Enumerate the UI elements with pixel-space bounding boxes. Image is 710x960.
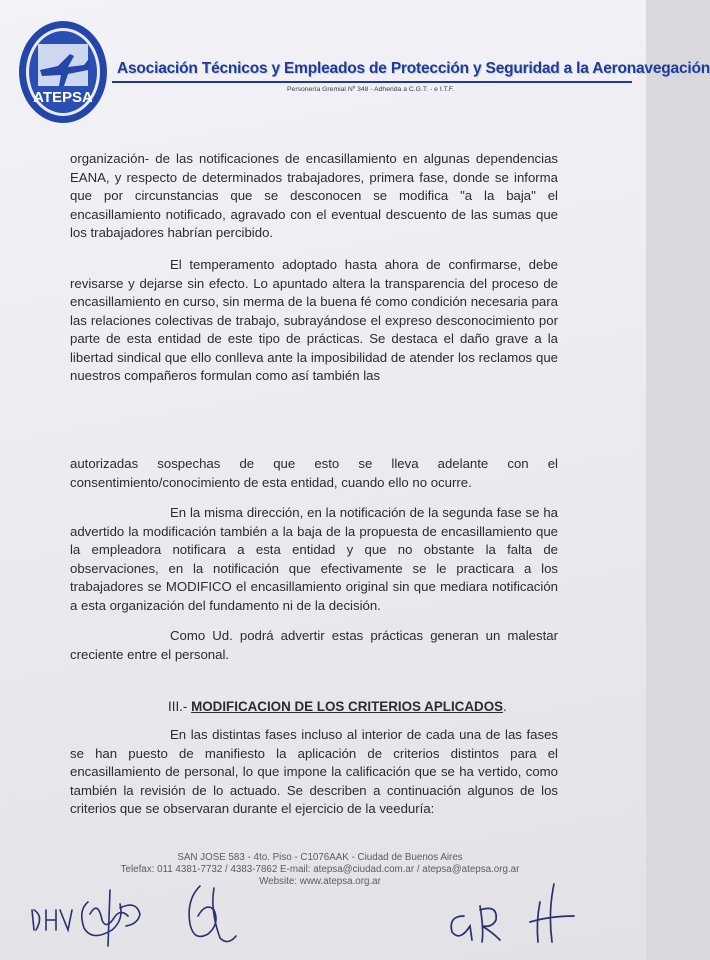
signature-3 <box>440 876 590 950</box>
header-rule <box>112 81 632 83</box>
section-number: III.- <box>168 699 188 714</box>
section-punct: . <box>503 699 507 714</box>
footer-contact: Telefax: 011 4381-7732 / 4383-7862 E-mail: atepsa@ciudad.com.ar / atepsa@atepsa.org.ar <box>120 864 520 875</box>
paragraph-2: El temperamento adoptado hasta ahora de confirmarse, debe revisarse y dejarse sin efecto. Lo apuntado altera la transparencia del proceso de encasillamiento en curso, sin merma de la buena fé como condición necesaria para las relaciones colectivas de trabajo, subrayándose el expreso desconocimiento por parte de esta entidad de este tipo de prácticas. Se destaca el daño grave a la libertad sindical que ello conlleva ante la imposibilidad de atender los reclamos que nuestros compañeros formulan como así también las <box>70 257 558 383</box>
paragraph-5: Como Ud. podrá advertir estas prácticas generan un malestar creciente entre el personal. <box>70 628 558 662</box>
atepsa-logo <box>18 20 108 124</box>
paragraph-6: En las distintas fases incluso al interior de cada una de las fases se han puesto de manifiesto la aplicación de criterios distintos para el encasillamiento de personal, lo que impone la calificación que se ha vertido, como también la revisión de lo actuado. Se describen a continuación algunos de los criterios que se observaran durante el ejercicio de la veeduría: <box>70 727 558 816</box>
paragraph-1: organización- de las notificaciones de encasillamiento en algunas dependencias EANA, y respecto de determinados trabajadores, primera fase, donde se informa que por circunstancias que se desconocen se modifica "a la baja" el encasillamiento notificado, agravado con el eventual descuento de las sumas que los trabajadores habrían percibido. <box>70 151 558 240</box>
paragraph-4: En la misma dirección, en la notificación de la segunda fase se ha advertido la modificación también a la baja de la propuesta de encasillamiento que la empleadora notificara a esta entidad y que no obstante la falta de observaciones, en la notificación que efectivamente se le practicara a los trabajadores se MODIFICO el encasillamiento original sin que mediara notificación a esta organización del fundamento ni de la decisión. <box>70 505 558 613</box>
footer-address: SAN JOSE 583 - 4to. Piso - C1076AAK - Ciudad de Buenos Aires <box>177 852 463 863</box>
paragraph-3: autorizadas sospechas de que esto se lleva adelante con el consentimiento/conocimiento de esta entidad, cuando ello no ocurre. <box>70 456 558 490</box>
signature-1 <box>28 880 148 950</box>
footer-website: Website: www.atepsa.org.ar <box>259 876 381 887</box>
section-heading <box>168 699 507 714</box>
organization-name: Asociación Técnicos y Empleados de Protección y Seguridad a la Aeronavegación <box>117 60 710 77</box>
section-title: MODIFICACION DE LOS CRITERIOS APLICADOS <box>191 699 504 714</box>
logo-text: ATEPSA <box>33 89 93 106</box>
legal-line: Personería Gremial Nº 348 - Adherida a C.G.T. - e I.T.F. <box>287 86 455 93</box>
signature-2 <box>180 880 240 950</box>
